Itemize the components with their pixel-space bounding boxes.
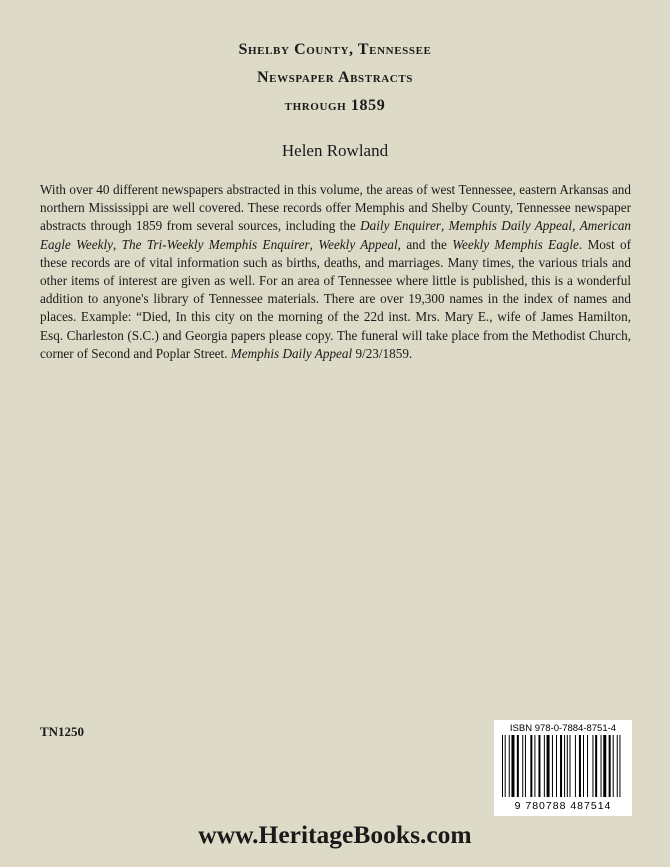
publisher-website: www.HeritageBooks.com xyxy=(198,820,472,849)
catalog-number: TN1250 xyxy=(40,724,85,739)
separator: , xyxy=(572,218,580,234)
book-title xyxy=(0,36,670,120)
separator: , and the xyxy=(397,236,453,252)
isbn-barcode xyxy=(494,720,632,816)
newspaper-title-daily-enquirer: Daily Enquirer xyxy=(360,218,441,234)
newspaper-title-weekly-memphis-eagle: Weekly Memphis Eagle xyxy=(452,236,579,252)
isbn-label: ISBN 978-0-7884-8751-4 xyxy=(509,723,617,734)
description-text-2: . Most of these records are of vital information such as births, deaths, and marriages. Many times, the various trials and other items of interest are given as well. For an area of Tennessee where little is published, this is a wonderful addition to anyone's library of Tennessee materials. There are over 19,300 names in the index of names and places. Example: “Died, In this city on the morning of the 22d inst. Mrs. Mary E., wife of James Hamilton, Esq. Charleston (S.C.) and Georgia papers please copy. The funeral will take place from the Methodist Church, corner of Second and Poplar Street. xyxy=(40,236,632,361)
description-text-1: With over 40 different newspapers abstracted in this volume, the areas of west Tennessee, eastern Arkansas and northern Mississippi are well covered. These records offer Memphis and Shelby County, Tennessee newspaper abstracts through 1859 from several sources, including the xyxy=(40,182,631,234)
separator: , xyxy=(440,218,449,234)
citation-date: 9/23/1859. xyxy=(352,345,413,361)
barcode-bars xyxy=(500,735,626,799)
newspaper-title-weekly-appeal: Weekly Appeal xyxy=(318,236,398,252)
title-line-2: Newspaper Abstracts xyxy=(256,69,413,86)
separator: , xyxy=(112,236,122,252)
book-description xyxy=(40,181,631,363)
citation-source: Memphis Daily Appeal xyxy=(230,345,353,361)
title-line-3: through 1859 xyxy=(284,97,386,114)
author-name: Helen Rowland xyxy=(281,141,389,160)
separator: , xyxy=(309,236,319,252)
newspaper-title-american-eagle-weekly: American Eagle Weekly xyxy=(40,218,632,252)
newspaper-title-tri-weekly-memphis-enquirer: The Tri-Weekly Memphis Enquirer xyxy=(121,236,310,252)
title-line-1: Shelby County, Tennessee xyxy=(238,41,432,58)
barcode-digits: 9 780788 487514 xyxy=(514,800,612,812)
newspaper-title-memphis-daily-appeal: Memphis Daily Appeal xyxy=(448,218,573,234)
